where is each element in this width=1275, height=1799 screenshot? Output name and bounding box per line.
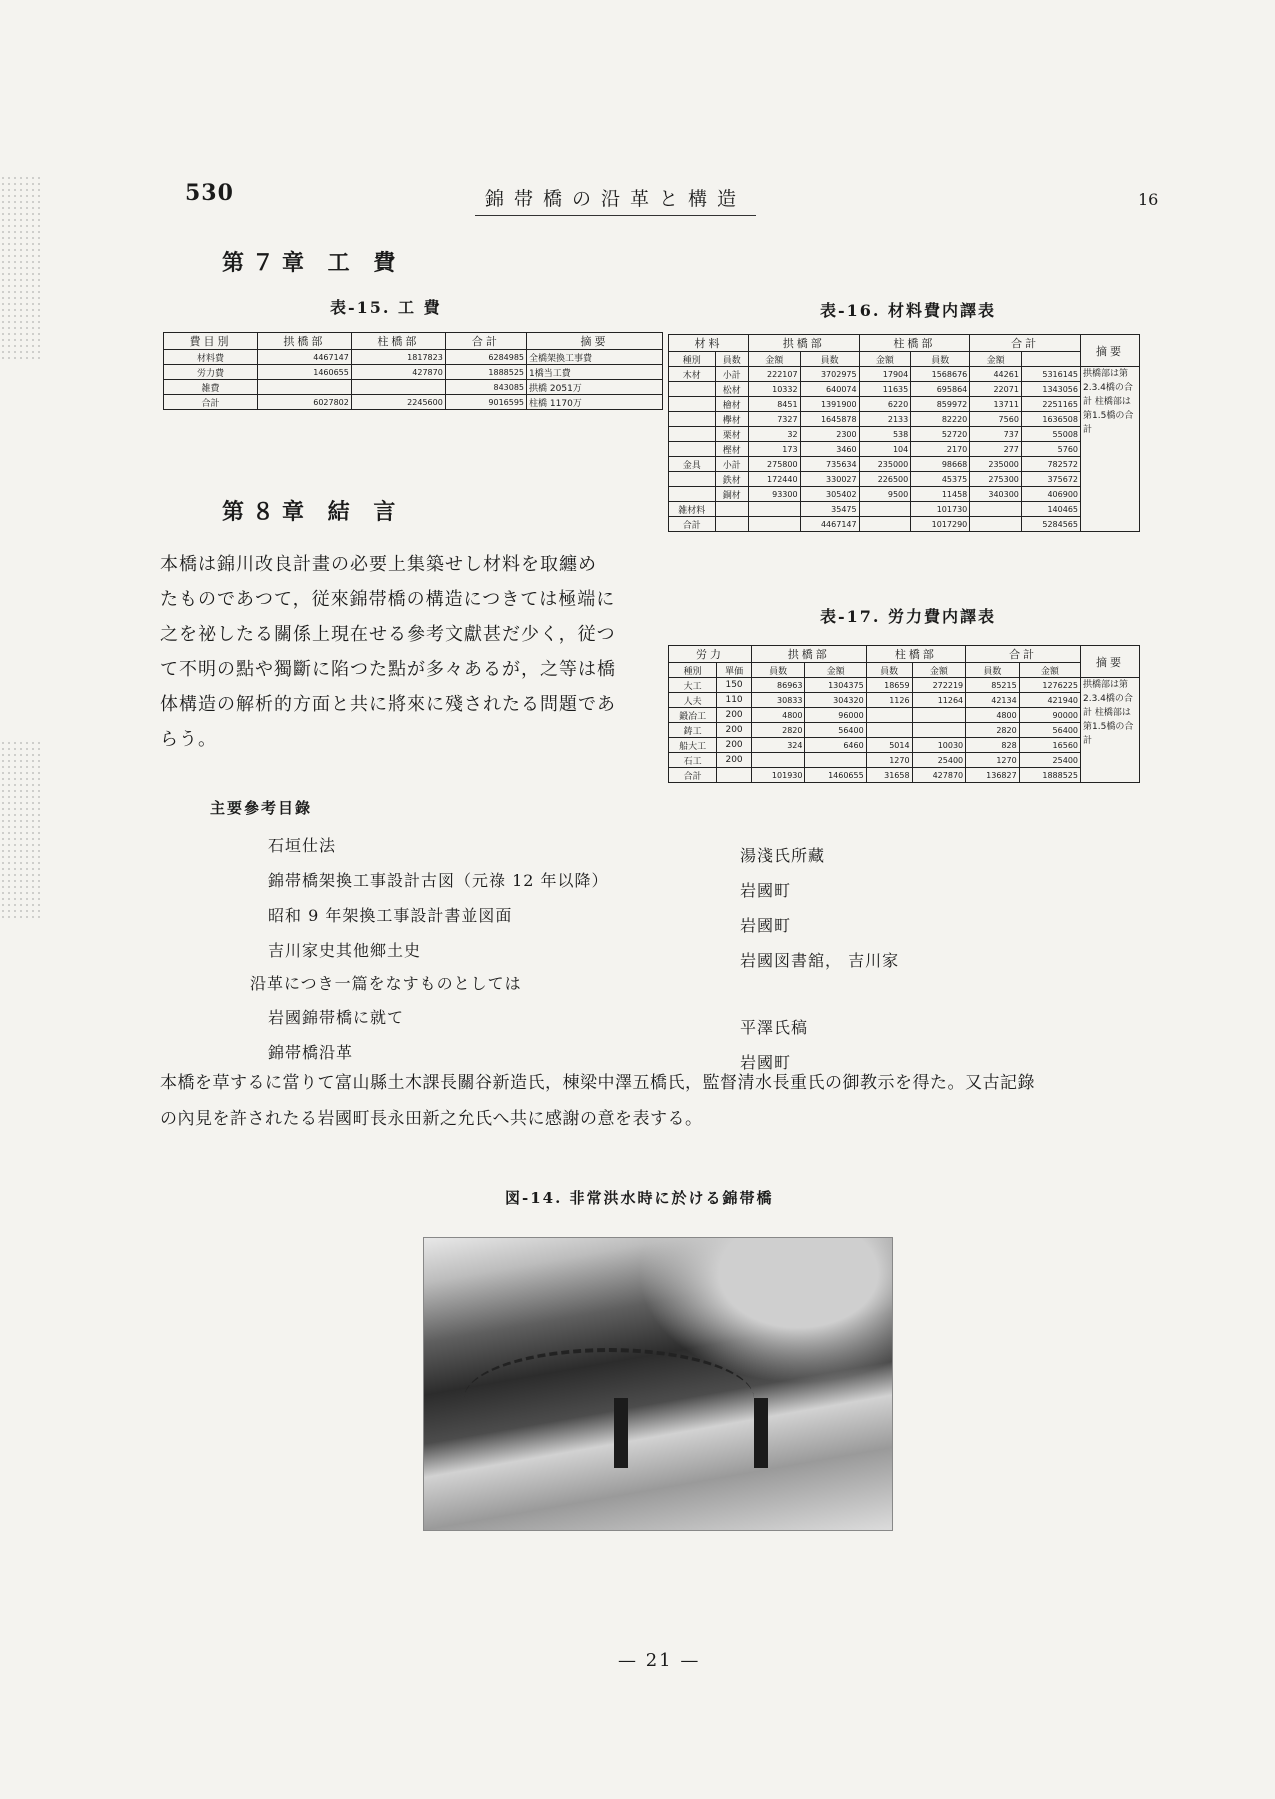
reference-source: 平澤氏稿 <box>740 1018 809 1037</box>
table17-caption: 表-17. 労力費内譯表 <box>820 607 997 626</box>
table16-subheader-cell: 員数 <box>800 352 859 367</box>
table16-cell: 小計 <box>715 457 748 472</box>
table16-row <box>669 382 1140 397</box>
table15-cell: 合計 <box>164 395 258 410</box>
table16-cell: 1645878 <box>800 412 859 427</box>
table16-cell <box>669 442 716 457</box>
table16-cell: 6220 <box>859 397 911 412</box>
table17-cell: 18659 <box>866 678 912 693</box>
table17-subheader-cell: 員数 <box>751 663 805 678</box>
table16-cell: 5284565 <box>1021 517 1080 532</box>
table16-row <box>669 367 1140 382</box>
table15-cell: 1888525 <box>445 365 526 380</box>
table16-cell: 2300 <box>800 427 859 442</box>
table17-row <box>669 723 1140 738</box>
table16-cell: 45375 <box>911 472 970 487</box>
table17-subheader-cell: 金額 <box>1019 663 1080 678</box>
table17-subheader-cell: 員数 <box>966 663 1020 678</box>
table16-cell: 98668 <box>911 457 970 472</box>
table16-cell: 木材 <box>669 367 716 382</box>
header-right-number: 16 <box>1138 190 1159 209</box>
table16-cell: 3460 <box>800 442 859 457</box>
table17-cell <box>866 708 912 723</box>
chapter8-body <box>160 547 640 757</box>
table17-cell: 人夫 <box>669 693 717 708</box>
table16-cell: 11458 <box>911 487 970 502</box>
table17-cell: 42134 <box>966 693 1020 708</box>
table16-subheader-cell: 種別 <box>669 352 716 367</box>
acknowledgement <box>160 1065 1170 1137</box>
table16-cell: 406900 <box>1021 487 1080 502</box>
table16-cell: 235000 <box>970 457 1022 472</box>
table15 <box>163 332 663 410</box>
table16-cell: 7560 <box>970 412 1022 427</box>
table17-cell: 1270 <box>966 753 1020 768</box>
reference-source: 岩國町 <box>740 1053 792 1072</box>
table16-subheader-cell: 金額 <box>970 352 1022 367</box>
table16-cell: 737 <box>970 427 1022 442</box>
table17-cell: 4800 <box>751 708 805 723</box>
table16-cell: 1343056 <box>1021 382 1080 397</box>
reference-name: 昭和 9 年架換工事設計書並図面 <box>268 906 513 925</box>
table16-cell: 10332 <box>748 382 800 397</box>
table17-cell: 31658 <box>866 768 912 783</box>
table17-cell: 2820 <box>751 723 805 738</box>
table17-row <box>669 693 1140 708</box>
chapter7-title: 第７章 工 費 <box>222 250 404 276</box>
chapter8-line: 之を祕したる關係上現在せる參考文獻甚だ少く，従つ <box>160 624 616 645</box>
table17-cell: 272219 <box>912 678 966 693</box>
table15-header-cell: 合計 <box>445 333 526 350</box>
table17-cell: 1270 <box>866 753 912 768</box>
table15-cell: 全橋架換工事費 <box>527 350 663 365</box>
table17-cell: 56400 <box>1019 723 1080 738</box>
table17-cell: 4800 <box>966 708 1020 723</box>
table16-row <box>669 457 1140 472</box>
table16-cell: 8451 <box>748 397 800 412</box>
table17-cell: 427870 <box>912 768 966 783</box>
table16-cell: 52720 <box>911 427 970 442</box>
table16-cell: 鉄材 <box>715 472 748 487</box>
table16-cell: 9500 <box>859 487 911 502</box>
table15-cell: 6027802 <box>257 395 351 410</box>
table17-note: 拱橋部は第2.3.4橋の合計 柱橋部は第1.5橋の合計 <box>1081 678 1140 783</box>
table16-note: 拱橋部は第2.3.4橋の合計 柱橋部は第1.5橋の合計 <box>1081 367 1140 532</box>
table16-cell: 32 <box>748 427 800 442</box>
table16-cell <box>748 517 800 532</box>
table16-cell: 1391900 <box>800 397 859 412</box>
table16-cell: 合計 <box>669 517 716 532</box>
table16-cell: 金具 <box>669 457 716 472</box>
table16-row <box>669 442 1140 457</box>
table16-cell: 275300 <box>970 472 1022 487</box>
table15-header-cell: 拱橋部 <box>257 333 351 350</box>
table17-subheader-cell: 員数 <box>866 663 912 678</box>
table17-cell: 6460 <box>805 738 866 753</box>
table16-subheader-cell: 員数 <box>911 352 970 367</box>
acknowledgement-line: の內見を許されたる岩國町長永田新之允氏へ共に感謝の意を表する。 <box>160 1109 703 1129</box>
reference-source: 湯淺氏所藏 <box>740 846 826 865</box>
table16-cell: 2133 <box>859 412 911 427</box>
table15-row <box>164 365 663 380</box>
table16-cell <box>715 517 748 532</box>
table17-cell: 101930 <box>751 768 805 783</box>
table17-cell: 150 <box>717 678 752 693</box>
table17-row <box>669 738 1140 753</box>
table16-cell: 22071 <box>970 382 1022 397</box>
table17-cell: 大工 <box>669 678 717 693</box>
reference-name: 沿革につき一篇をなすものとしては <box>250 974 522 993</box>
table16-cell <box>859 517 911 532</box>
margin-artifact-top <box>0 175 40 360</box>
table17-row <box>669 678 1140 693</box>
table17-cell: 86963 <box>751 678 805 693</box>
table16-cell <box>859 502 911 517</box>
table16-cell: 640074 <box>800 382 859 397</box>
table17-cell: 5014 <box>866 738 912 753</box>
table15-cell: 6284985 <box>445 350 526 365</box>
table16-cell: 173 <box>748 442 800 457</box>
table16-header-pillar: 柱橋部 <box>859 335 970 352</box>
reference-name: 錦帯橋沿革 <box>268 1043 354 1062</box>
table17-cell: 1276225 <box>1019 678 1080 693</box>
table16-cell <box>669 427 716 442</box>
table15-cell: 2245600 <box>351 395 445 410</box>
reference-name: 吉川家史其他鄉土史 <box>268 941 422 960</box>
table17-row <box>669 708 1140 723</box>
table16-cell: 樫材 <box>715 442 748 457</box>
table17-cell: 200 <box>717 723 752 738</box>
table16-cell: 5316145 <box>1021 367 1080 382</box>
table16-cell: 235000 <box>859 457 911 472</box>
table16-cell: 7327 <box>748 412 800 427</box>
table17-cell: 324 <box>751 738 805 753</box>
table15-cell: 427870 <box>351 365 445 380</box>
reference-name: 錦帯橋架換工事設計古図（元祿 12 年以降） <box>268 871 609 890</box>
table17-header-total: 合計 <box>966 646 1081 663</box>
table16-cell: 101730 <box>911 502 970 517</box>
table15-header-cell: 摘要 <box>527 333 663 350</box>
table17-cell: 200 <box>717 738 752 753</box>
table17-cell: 1460655 <box>805 768 866 783</box>
table16-cell: 538 <box>859 427 911 442</box>
table16-cell: 11635 <box>859 382 911 397</box>
table17-cell: 石工 <box>669 753 717 768</box>
table15-cell: 4467147 <box>257 350 351 365</box>
table16-cell <box>970 517 1022 532</box>
table16-cell: 55008 <box>1021 427 1080 442</box>
table17-cell: 30833 <box>751 693 805 708</box>
table16-cell <box>715 502 748 517</box>
table16-cell: 305402 <box>800 487 859 502</box>
table16 <box>668 334 1140 532</box>
table15-cell: 9016595 <box>445 395 526 410</box>
table15-cell <box>351 380 445 395</box>
table16-cell <box>748 502 800 517</box>
table17-cell: 96000 <box>805 708 866 723</box>
table17-cell: 421940 <box>1019 693 1080 708</box>
table17-cell <box>866 723 912 738</box>
table16-cell <box>669 472 716 487</box>
table15-cell: 1817823 <box>351 350 445 365</box>
table16-cell: 銅材 <box>715 487 748 502</box>
table16-cell: 1636508 <box>1021 412 1080 427</box>
table17-cell <box>805 753 866 768</box>
table15-cell: 843085 <box>445 380 526 395</box>
chapter8-line: たものであつて，従來錦帯橋の構造につきては極端に <box>160 589 616 610</box>
running-title: 錦帯橋の沿革と構造 <box>475 184 756 216</box>
chapter8-line: て不明の點や獨斷に陷つた點が多々あるが，之等は橋 <box>160 659 616 680</box>
table17-cell: 16560 <box>1019 738 1080 753</box>
table16-row <box>669 397 1140 412</box>
table16-cell: 222107 <box>748 367 800 382</box>
table16-cell: 695864 <box>911 382 970 397</box>
table17-cell: 828 <box>966 738 1020 753</box>
table17-cell: 1888525 <box>1019 768 1080 783</box>
table16-cell: 13711 <box>970 397 1022 412</box>
table15-cell: 1460655 <box>257 365 351 380</box>
table16-subheader-cell: 金額 <box>859 352 911 367</box>
table16-cell: 松材 <box>715 382 748 397</box>
chapter8-line: 本橋は錦川改良計畫の必要上集築せし材料を取纏め <box>160 554 597 575</box>
table16-cell: 5760 <box>1021 442 1080 457</box>
table17-header-note: 摘要 <box>1081 646 1140 678</box>
table17-cell: 船大工 <box>669 738 717 753</box>
table16-cell <box>669 487 716 502</box>
table17-cell: 10030 <box>912 738 966 753</box>
table15-row <box>164 395 663 410</box>
table16-cell: 1017290 <box>911 517 970 532</box>
table15-row <box>164 380 663 395</box>
table16-header-arch: 拱橋部 <box>748 335 859 352</box>
table17-cell: 鋳工 <box>669 723 717 738</box>
table17-subheader-cell: 金額 <box>912 663 966 678</box>
table16-cell: 欅材 <box>715 412 748 427</box>
table17-header-pillar: 柱橋部 <box>866 646 965 663</box>
table15-header-cell: 費目別 <box>164 333 258 350</box>
table17-cell: 25400 <box>1019 753 1080 768</box>
table16-cell: 782572 <box>1021 457 1080 472</box>
table16-row <box>669 502 1140 517</box>
table15-caption: 表-15. 工 費 <box>330 298 442 317</box>
table16-cell: 17904 <box>859 367 911 382</box>
table17-cell <box>717 768 752 783</box>
table16-cell: 82220 <box>911 412 970 427</box>
table16-cell: 1568676 <box>911 367 970 382</box>
table15-cell: 雑費 <box>164 380 258 395</box>
table17-cell: 25400 <box>912 753 966 768</box>
table15-header-cell: 柱橋部 <box>351 333 445 350</box>
table16-cell: 140465 <box>1021 502 1080 517</box>
table16-cell: 2251165 <box>1021 397 1080 412</box>
table16-cell: 雑材料 <box>669 502 716 517</box>
table16-cell: 340300 <box>970 487 1022 502</box>
table17-cell <box>912 723 966 738</box>
table16-row <box>669 517 1140 532</box>
table17-cell: 200 <box>717 708 752 723</box>
footer-page-number: — 21 — <box>618 1650 701 1671</box>
table17 <box>668 645 1140 783</box>
table17-cell: 56400 <box>805 723 866 738</box>
table17-cell: 90000 <box>1019 708 1080 723</box>
bridge-pier <box>754 1398 768 1468</box>
table17-subheader-cell: 單価 <box>717 663 752 678</box>
table16-cell: 172440 <box>748 472 800 487</box>
table17-cell: 110 <box>717 693 752 708</box>
table16-row <box>669 472 1140 487</box>
table16-row <box>669 412 1140 427</box>
chapter8-line: 体構造の解析的方面と共に將來に殘されたる問題であ <box>160 694 616 715</box>
reference-source: 岩國図書舘， 吉川家 <box>740 951 900 970</box>
table16-cell <box>669 412 716 427</box>
table17-cell: 2820 <box>966 723 1020 738</box>
table15-row <box>164 350 663 365</box>
header-page-number: 530 <box>185 180 234 206</box>
reference-source: 岩國町 <box>740 916 792 935</box>
table16-cell <box>970 502 1022 517</box>
table16-header-total: 合計 <box>970 335 1081 352</box>
table16-cell: 44261 <box>970 367 1022 382</box>
table16-cell: 859972 <box>911 397 970 412</box>
table16-cell <box>669 397 716 412</box>
table16-cell: 277 <box>970 442 1022 457</box>
table15-cell: 拱橋 2051万 <box>527 380 663 395</box>
table16-header-note: 摘要 <box>1081 335 1140 367</box>
acknowledgement-line: 本橋を草するに當りて富山縣土木課長關谷新造氏，棟梁中澤五橋氏，監督清水長重氏の御教示を得た。又古記錄 <box>160 1073 1035 1093</box>
table17-cell <box>912 708 966 723</box>
table16-cell: 35475 <box>800 502 859 517</box>
table16-subheader-cell: 員数 <box>715 352 748 367</box>
chapter8-line: らう。 <box>160 729 217 750</box>
table16-subheader-cell: 金額 <box>748 352 800 367</box>
table16-cell: 檜材 <box>715 397 748 412</box>
table16-cell: 3702975 <box>800 367 859 382</box>
table16-cell: 275800 <box>748 457 800 472</box>
table16-cell <box>669 382 716 397</box>
reference-name: 石垣仕法 <box>268 836 337 855</box>
table17-cell: 136827 <box>966 768 1020 783</box>
table16-header-material: 材料 <box>669 335 749 352</box>
chapter8-title: 第８章 結 言 <box>222 499 404 525</box>
bridge-pier <box>614 1398 628 1468</box>
table17-header-labor: 労力 <box>669 646 752 663</box>
flood-bridge-photo <box>423 1237 893 1531</box>
bridge-arch-shape <box>464 1348 754 1432</box>
reference-name: 岩國錦帯橋に就て <box>268 1008 405 1027</box>
table16-cell: 4467147 <box>800 517 859 532</box>
table16-cell: 226500 <box>859 472 911 487</box>
margin-artifact-bottom <box>0 740 40 920</box>
table17-header-arch: 拱橋部 <box>751 646 866 663</box>
table17-subheader-cell: 金額 <box>805 663 866 678</box>
table15-cell: 1橋当工費 <box>527 365 663 380</box>
table17-row <box>669 768 1140 783</box>
table17-cell: 鍛冶工 <box>669 708 717 723</box>
table15-cell <box>257 380 351 395</box>
table16-cell: 小計 <box>715 367 748 382</box>
table16-cell: 375672 <box>1021 472 1080 487</box>
table16-cell: 104 <box>859 442 911 457</box>
table17-subheader-cell: 種別 <box>669 663 717 678</box>
table16-cell: 93300 <box>748 487 800 502</box>
table16-row <box>669 427 1140 442</box>
table17-cell: 304320 <box>805 693 866 708</box>
references-title: 主要參考目錄 <box>210 799 313 817</box>
table17-row <box>669 753 1140 768</box>
table15-cell: 柱橋 1170万 <box>527 395 663 410</box>
table17-cell: 1304375 <box>805 678 866 693</box>
table16-caption: 表-16. 材料費内譯表 <box>820 301 997 320</box>
table17-cell: 85215 <box>966 678 1020 693</box>
table17-cell: 11264 <box>912 693 966 708</box>
figure14-caption: 図-14. 非常洪水時に於ける錦帯橋 <box>505 1189 774 1207</box>
table16-cell: 330027 <box>800 472 859 487</box>
reference-source: 岩國町 <box>740 881 792 900</box>
table16-cell: 栗材 <box>715 427 748 442</box>
table16-row <box>669 487 1140 502</box>
table15-cell: 労力費 <box>164 365 258 380</box>
table15-cell: 材料費 <box>164 350 258 365</box>
table16-cell: 735634 <box>800 457 859 472</box>
table17-cell: 200 <box>717 753 752 768</box>
table17-cell <box>751 753 805 768</box>
table17-cell: 1126 <box>866 693 912 708</box>
table17-cell: 合計 <box>669 768 717 783</box>
table16-cell: 2170 <box>911 442 970 457</box>
